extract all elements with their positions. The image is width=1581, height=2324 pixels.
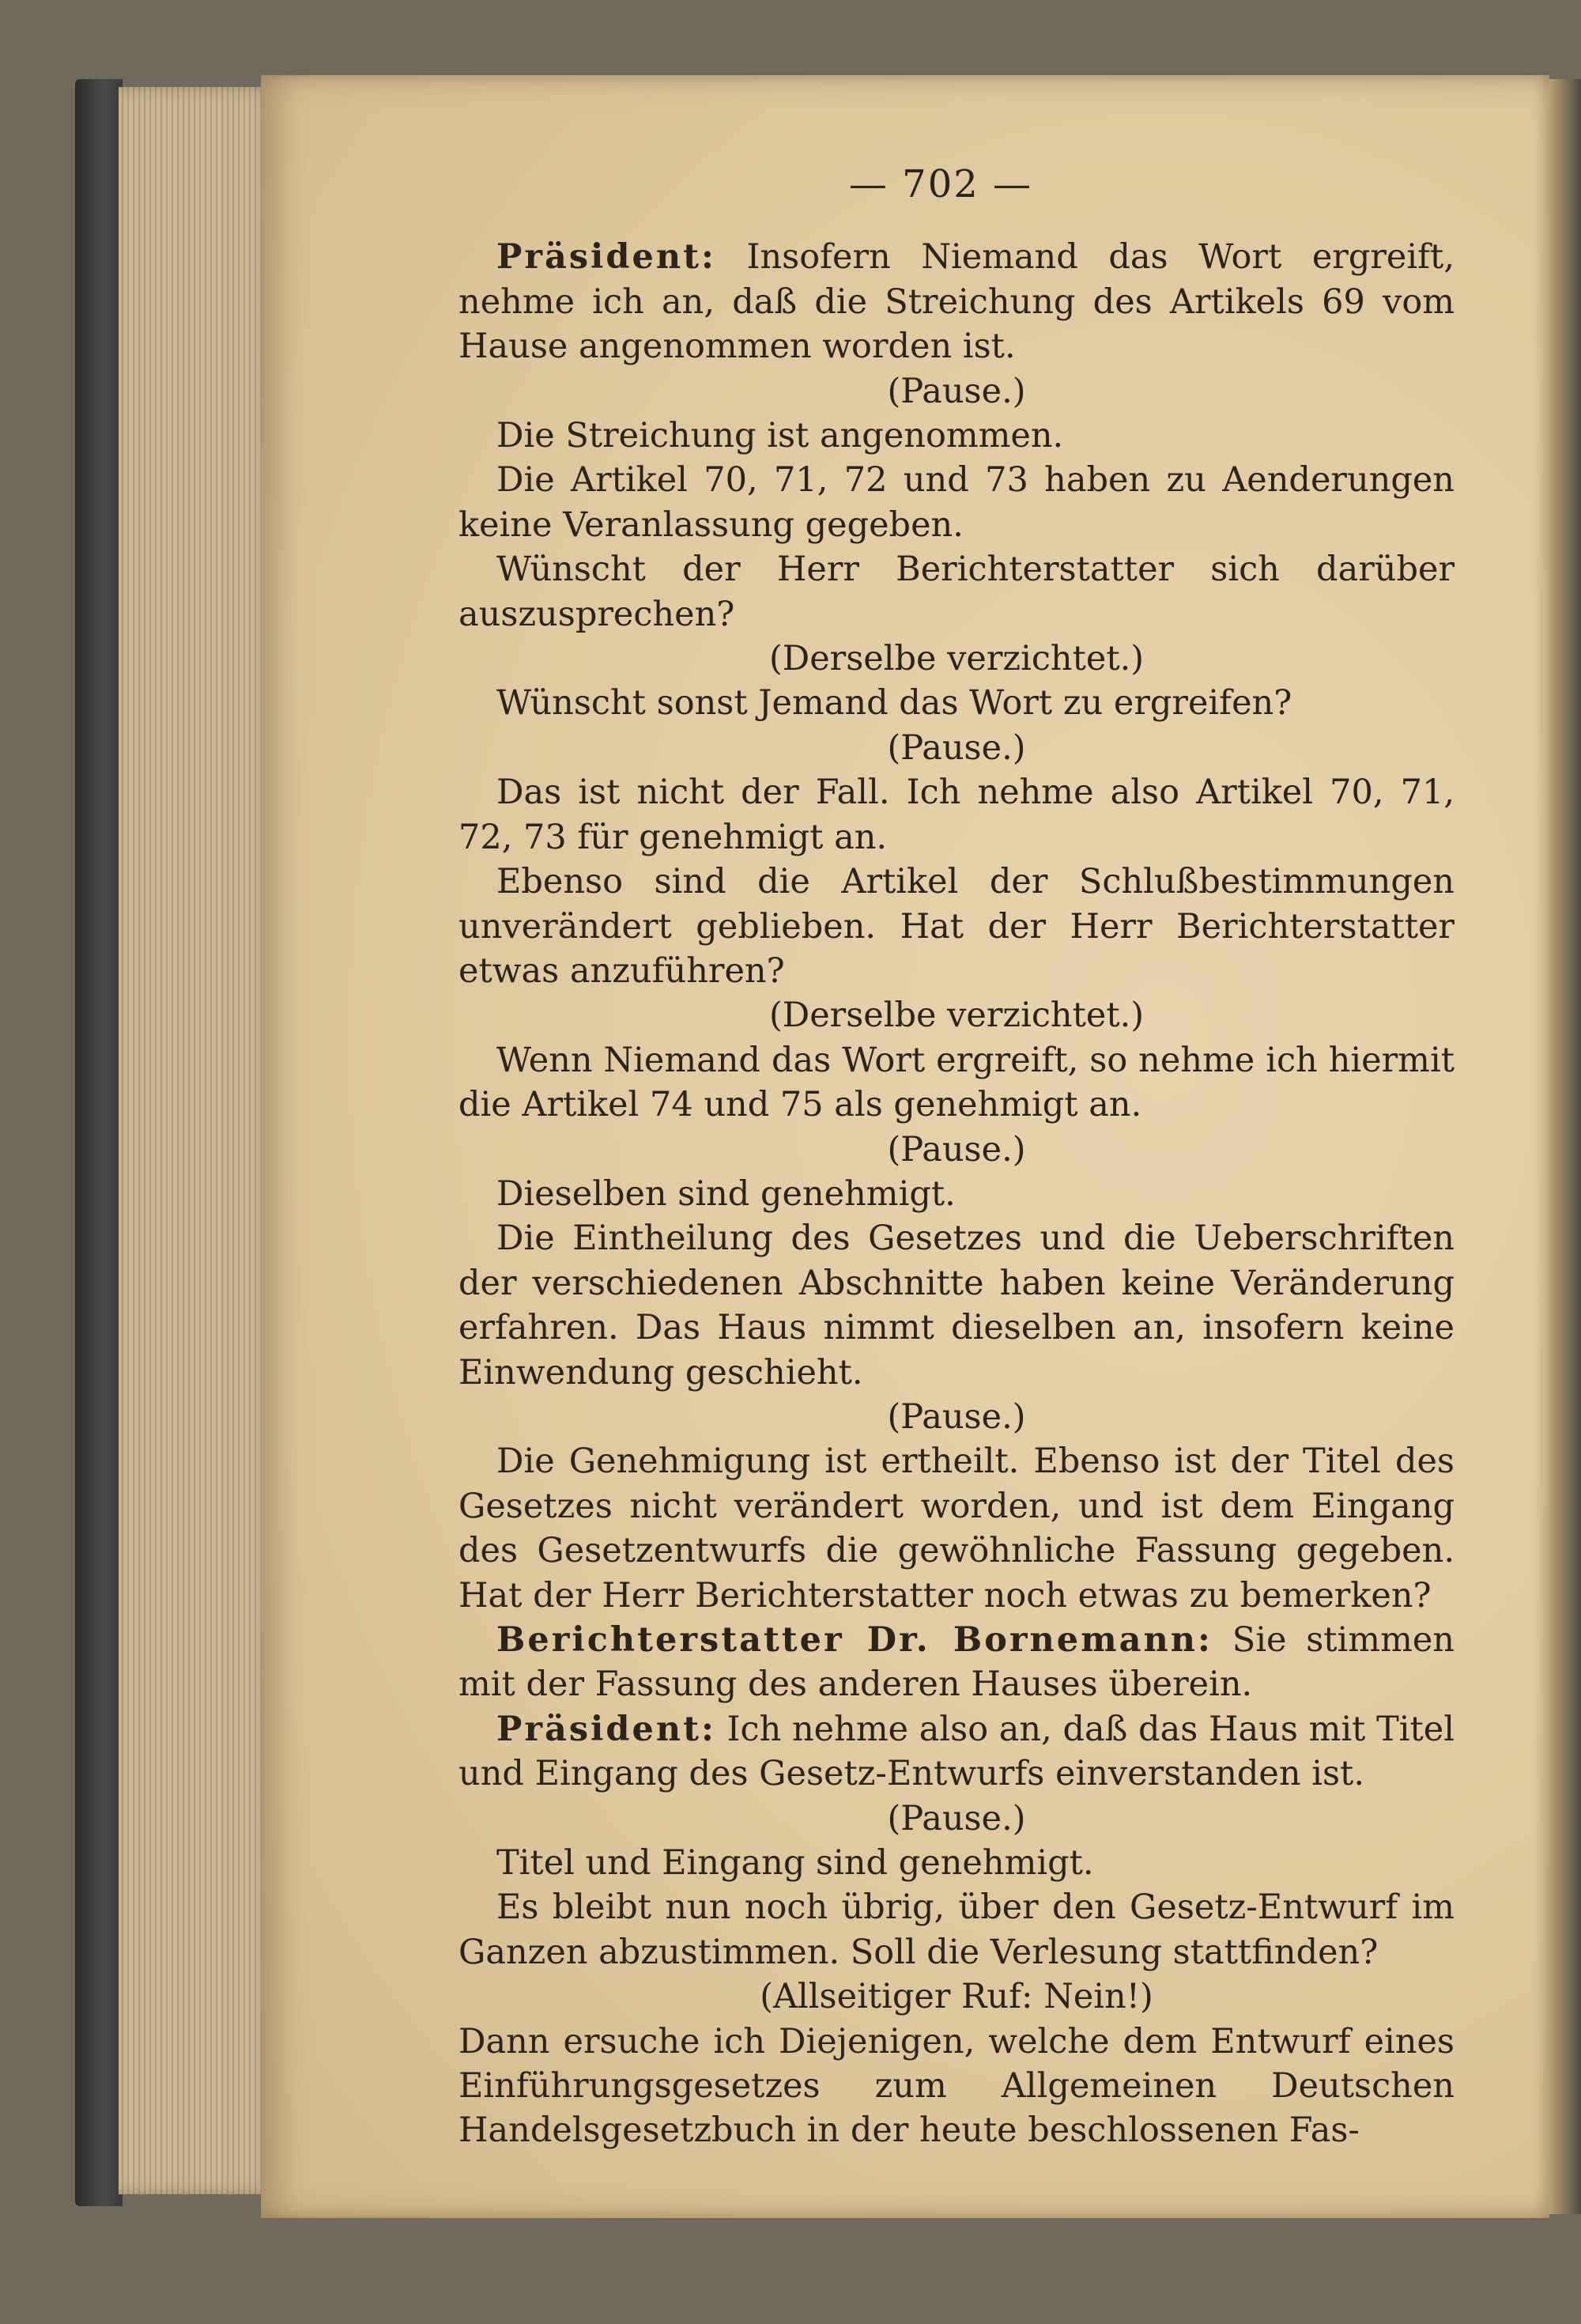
text-paragraph	[458, 1172, 1455, 1216]
page-number: — 702 —	[848, 162, 1033, 206]
stage-direction: (Allseitiger Ruf: Nein!)	[760, 1977, 1153, 2017]
stage-direction: (Pause.)	[887, 1129, 1026, 1170]
paragraph-text: Dann ersuche ich Diejenigen, welche dem Entwurf eines Einführungsgesetzes zum Allgemeinen Deutschen Handelsgesetzbuch in der heute beschlossenen Fas-	[458, 2021, 1455, 2151]
paragraph-text: Es bleibt nun noch übrig, über den Gesetz-Entwurf im Ganzen abzustimmen. Soll die Verlesung stattfinden?	[458, 1888, 1455, 1972]
text-paragraph	[458, 860, 1455, 993]
paragraph-text: Dieselben sind genehmigt.	[496, 1173, 956, 1214]
paragraph-text: Wünscht sonst Jemand das Wort zu ergreifen?	[496, 683, 1292, 724]
stage-direction: (Pause.)	[887, 371, 1026, 411]
paragraph-text: Das ist nicht der Fall. Ich nehme also Artikel 70, 71, 72, 73 für genehmigt an.	[458, 773, 1455, 857]
text-paragraph	[458, 1038, 1455, 1128]
paragraph-text: Ich nehme also an, daß das Haus mit Titel und Eingang des Gesetz-Entwurfs einverstanden ist.	[458, 1709, 1455, 1794]
speaker-name: Präsident:	[496, 237, 716, 278]
paragraph-text: Ebenso sind die Artikel der Schlußbestimmungen unverändert geblieben. Hat der Herr Berichterstatter etwas anzuführen?	[458, 862, 1455, 991]
text-paragraph	[458, 1885, 1455, 1974]
text-paragraph	[458, 1439, 1455, 1618]
stage-direction: (Derselbe verzichtet.)	[768, 996, 1145, 1036]
text-paragraph	[458, 770, 1455, 860]
text-paragraph	[458, 547, 1455, 637]
speech-paragraph	[458, 1618, 1455, 1707]
paragraph-text: Die Genehmigung ist ertheilt. Ebenso ist der Titel des Gesetzes nicht verändert worden, und ist dem Eingang des Gesetzentwurfs die gewöhnliche Fassung gegeben. Hat der Herr Berichterstatter noch etwas zu bemerken?	[458, 1442, 1455, 1615]
speech-paragraph	[458, 235, 1455, 368]
paragraph-text: Wenn Niemand das Wort ergreift, so nehme ich hiermit die Artikel 74 und 75 als genehmigt an.	[458, 1040, 1455, 1125]
stage-direction: (Pause.)	[887, 1396, 1026, 1437]
paragraph-text: Wünscht der Herr Berichterstatter sich darüber auszusprechen?	[458, 550, 1455, 634]
paragraph-text: Die Artikel 70, 71, 72 und 73 haben zu Aenderungen keine Veranlassung gegeben.	[458, 460, 1455, 545]
text-paragraph	[458, 458, 1455, 547]
stage-direction: (Pause.)	[887, 727, 1026, 768]
page-text	[458, 162, 1455, 2153]
speaker-name: Präsident:	[496, 1709, 716, 1749]
text-paragraph	[458, 1841, 1455, 1885]
page-edges	[119, 87, 277, 2194]
book-gutter	[1549, 79, 1581, 2214]
paragraph-text: Sie stimmen mit der Fassung des anderen Hauses überein.	[458, 1620, 1455, 1705]
book-cover	[75, 79, 123, 2206]
stage-direction: (Pause.)	[887, 1798, 1026, 1838]
paragraph-text: Die Streichung ist angenommen.	[496, 416, 1064, 456]
speaker-name: Berichterstatter Dr. Bornemann:	[496, 1620, 1213, 1660]
text-paragraph	[458, 681, 1455, 725]
paragraph-text: Titel und Eingang sind genehmigt.	[496, 1843, 1094, 1884]
speech-paragraph	[458, 1707, 1455, 1797]
text-paragraph	[458, 1216, 1455, 1395]
stage-direction: (Derselbe verzichtet.)	[768, 639, 1145, 679]
text-paragraph	[458, 2020, 1455, 2153]
paragraph-text: Insofern Niemand das Wort ergreift, nehme ich an, daß die Streichung des Artikels 69 vom Hause angenommen worden ist.	[458, 237, 1455, 367]
text-paragraph	[458, 414, 1455, 458]
paragraph-text: Die Eintheilung des Gesetzes und die Ueberschriften der verschiedenen Abschnitte haben keine Veränderung erfahren. Das Haus nimmt dieselben an, insofern keine Einwendung geschieht.	[458, 1219, 1455, 1393]
body-text	[458, 235, 1455, 2152]
